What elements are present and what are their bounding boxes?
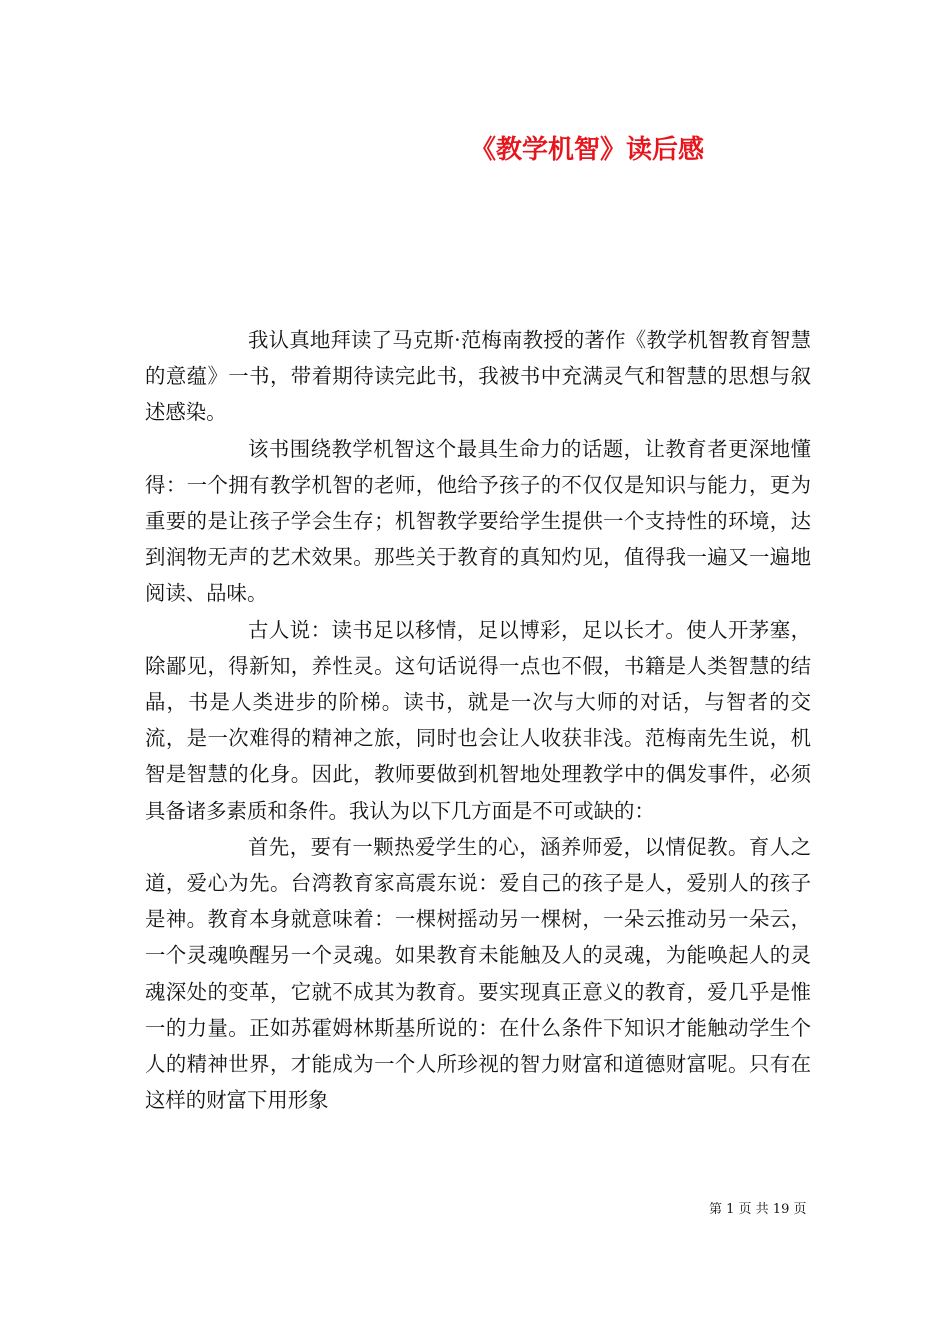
page-number-footer: 第 1 页 共 19 页 (709, 1202, 807, 1217)
paragraph: 首先，要有一颗热爱学生的心，涵养师爱，以情促教。育人之道，爱心为先。台湾教育家高震东说：爱自己的孩子是人，爱别人的孩子是神。教育本身就意味着：一棵树摇动另一棵树，一朵云推动另一朵云，一个灵魂唤醒另一个灵魂。如果教育未能触及人的灵魂，为能唤起人的灵魂深处的变革，它就不成其为教育。要实现真正意义的教育，爱几乎是惟一的力量。正如苏霍姆林斯基所说的：在什么条件下知识才能触动学生个人的精神世界，才能成为一个人所珍视的智力财富和道德财富呢。只有在这样的财富下用形象 (145, 834, 811, 1113)
paragraph: 古人说：读书足以移情，足以博彩，足以长才。使人开茅塞，除鄙见，得新知，养性灵。这句话说得一点也不假，书籍是人类智慧的结晶，书是人类进步的阶梯。读书，就是一次与大师的对话，与智者的交流，是一次难得的精神之旅，同时也会让人收获非浅。范梅南先生说，机智是智慧的化身。因此，教师要做到机智地处理教学中的偶发事件，必须具备诸多素质和条件。我认为以下几方面是不可或缺的： (145, 617, 811, 823)
page-title: 《教学机智》读后感 (470, 135, 705, 165)
paragraph: 该书围绕教学机智这个最具生命力的话题，让教育者更深地懂得：一个拥有教学机智的老师，他给予孩子的不仅仅是知识与能力，更为重要的是让孩子学会生存；机智教学要给学生提供一个支持性的环境，达到润物无声的艺术效果。那些关于教育的真知灼见，值得我一遍又一遍地阅读、品味。 (145, 436, 811, 606)
document-body (145, 322, 811, 1118)
paragraph: 我认真地拜读了马克斯·范梅南教授的著作《教学机智教育智慧的意蕴》一书，带着期待读完此书，我被书中充满灵气和智慧的思想与叙述感染。 (145, 328, 811, 425)
